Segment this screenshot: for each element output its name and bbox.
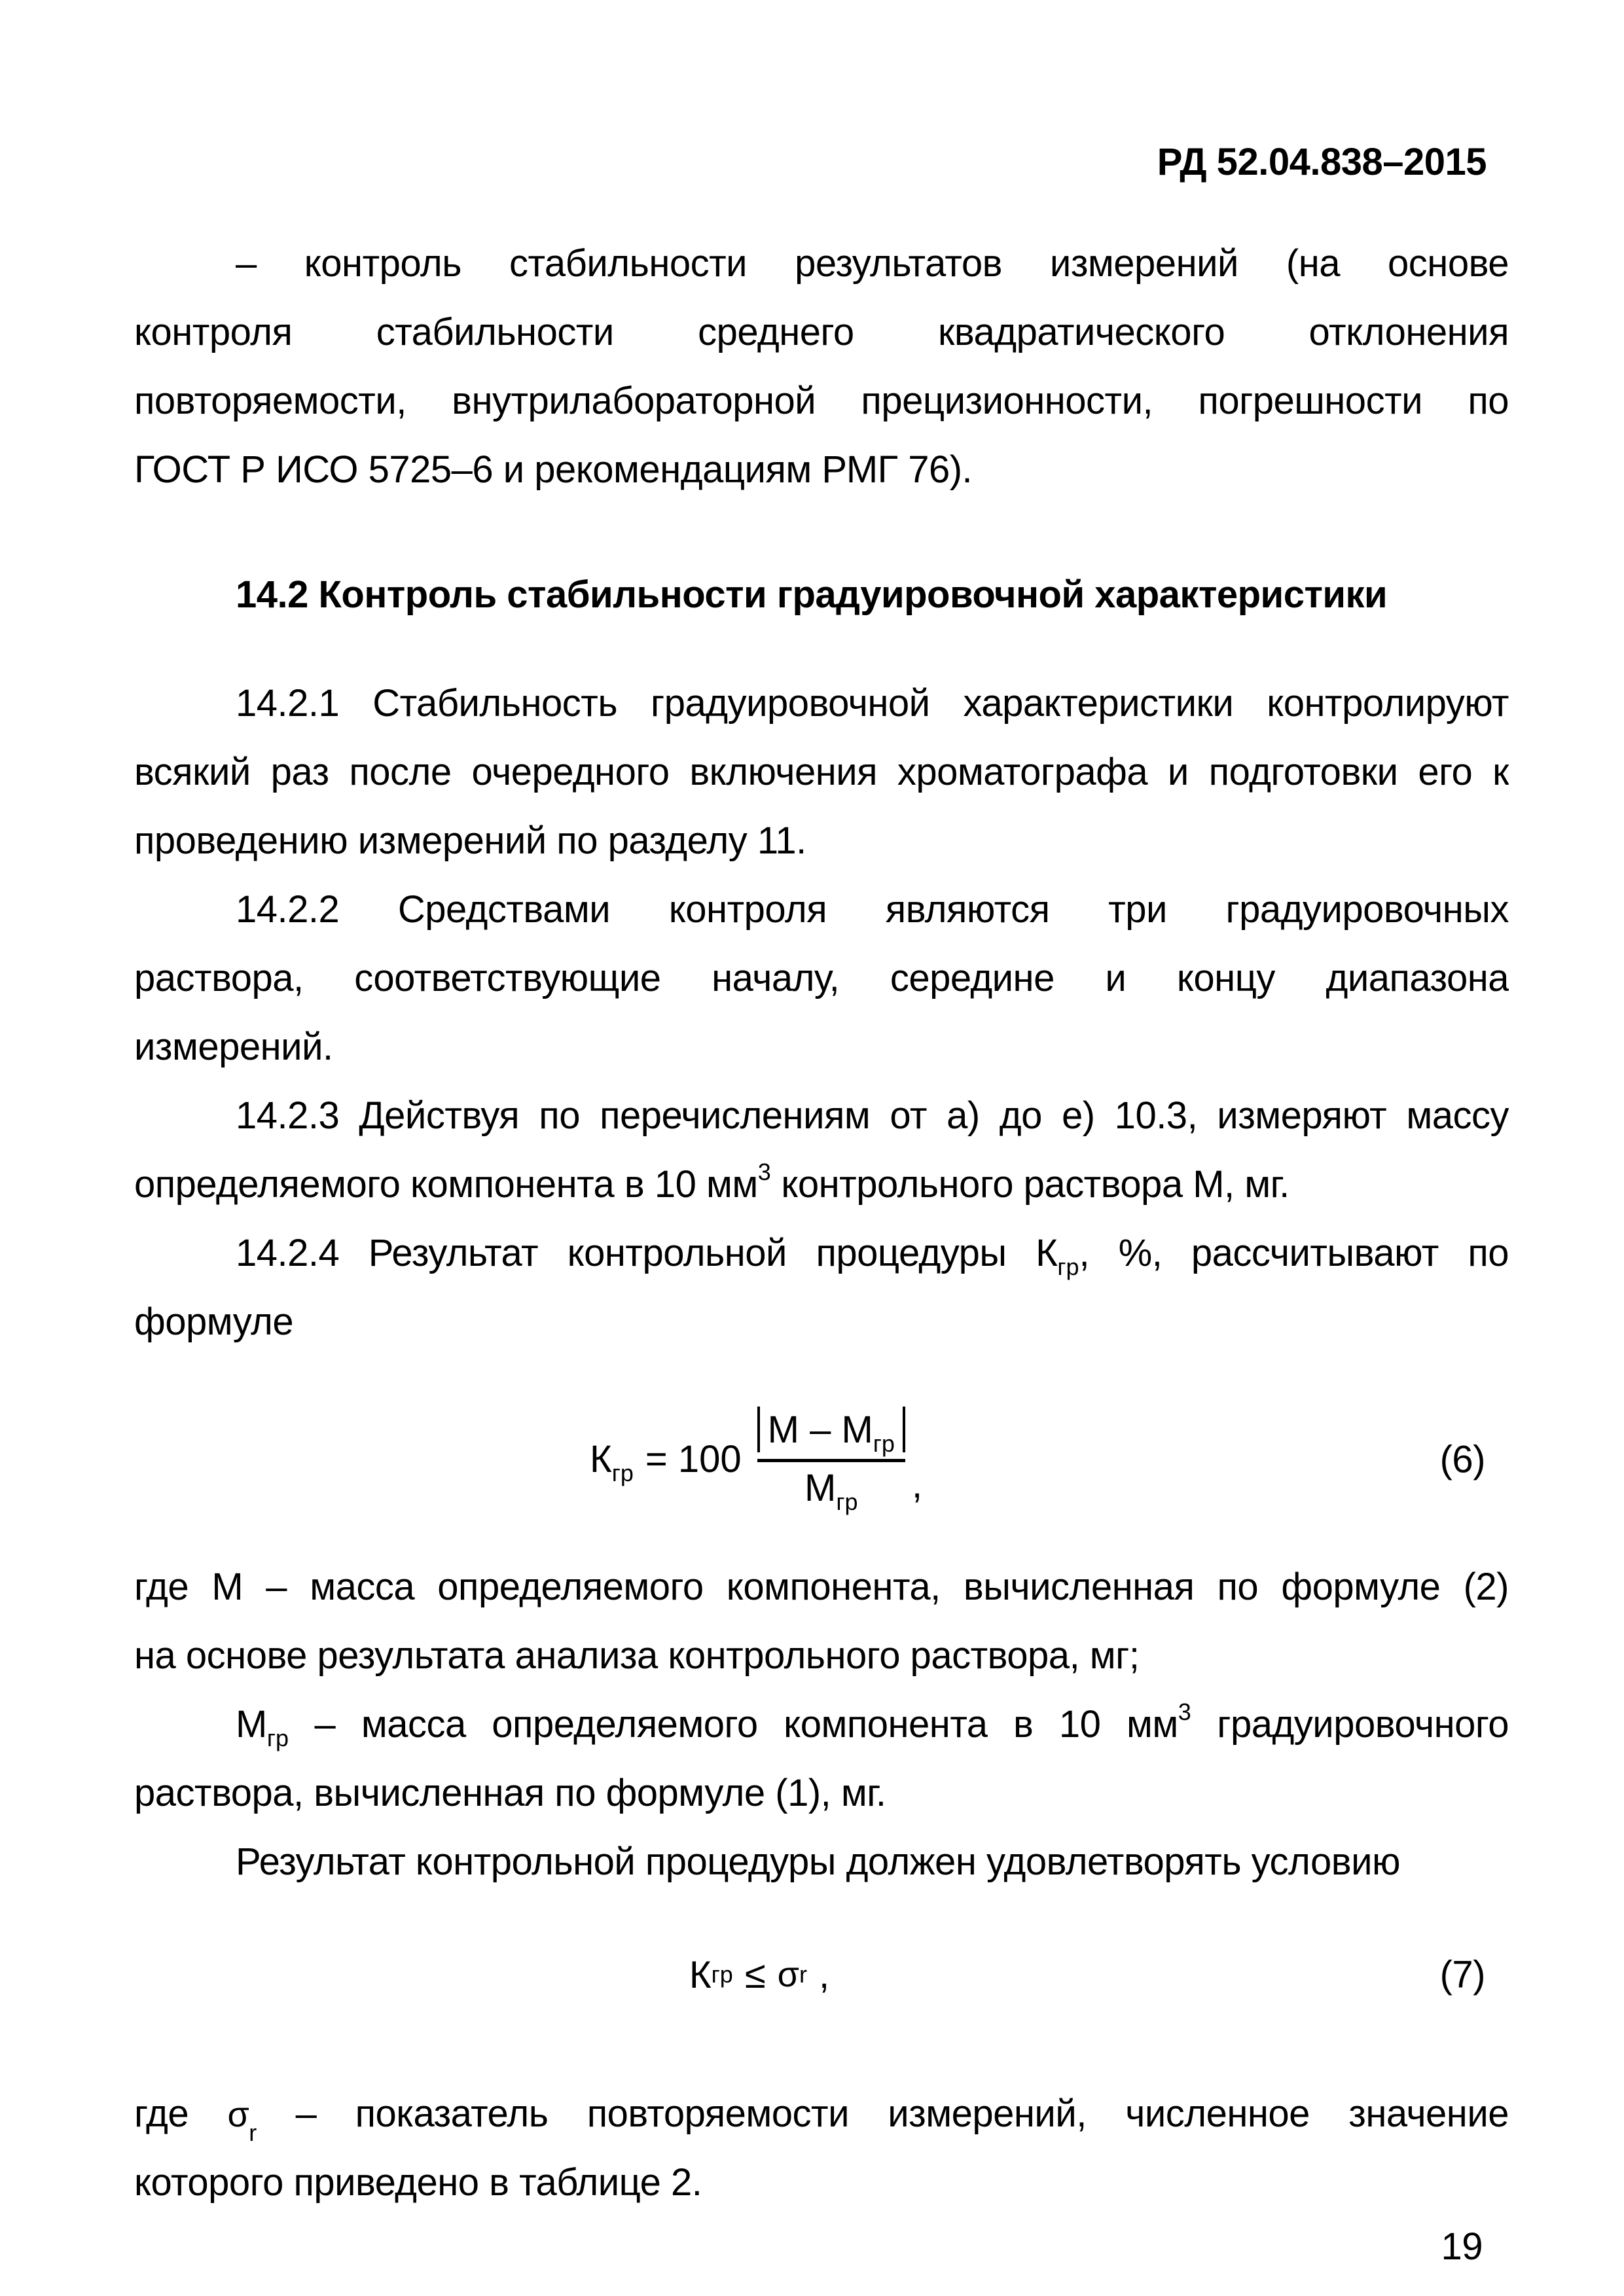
- page-number: 19: [1441, 2225, 1483, 2268]
- paragraph-mgr: [134, 1690, 1509, 1827]
- text-line: раствора, соответствующие началу, середине и концу диапазона: [134, 957, 1509, 999]
- text-line: на основе результата анализа контрольного раствора, мг;: [134, 1634, 1140, 1677]
- text-line: 14.2.1 Стабильность градуировочной характеристики контролируют: [236, 682, 1509, 725]
- subscript-gr: гр: [873, 1430, 895, 1458]
- text-line: где М – масса определяемого компонента, вычисленная по формуле (2): [134, 1566, 1509, 1608]
- subscript-gr: гр: [836, 1488, 858, 1515]
- text-line: всякий раз после очередного включения хроматографа и подготовки его к: [134, 751, 1509, 793]
- text-line: 14.2.4 Результат контрольной процедуры $К_{гр}$, %, рассчитывают по: [236, 1232, 1509, 1280]
- text-line: определяемого компонента в 10 $мм^3$ контрольного раствора М, мг.: [134, 1158, 1290, 1206]
- text-line: контроля стабильности среднего квадратического отклонения: [134, 311, 1509, 353]
- text-line: проведению измерений по разделу 11.: [134, 819, 806, 862]
- text-line: Результат контрольной процедуры должен удовлетворять условию: [236, 1840, 1400, 1883]
- superscript-3: 3: [757, 1158, 771, 1185]
- formula-6: [134, 1372, 1509, 1546]
- text-line: 14.2.3 Действуя по перечислениям от а) до е) 10.3, измеряют массу: [236, 1094, 1509, 1137]
- subscript-gr: гр: [1057, 1253, 1079, 1280]
- sigma-symbol: σ: [777, 1955, 799, 1994]
- fraction: [757, 1407, 905, 1515]
- fraction-numerator: М – $М_{гр}$: [757, 1407, 905, 1452]
- text-line: ГОСТ Р ИСО 5725–6 и рекомендациям РМГ 76).: [134, 448, 973, 491]
- equation-number: (6): [1439, 1438, 1485, 1480]
- paragraph-14-2-3: [134, 1081, 1509, 1219]
- less-equal-sign: ≤: [744, 1953, 766, 1996]
- paragraph-14-2-1: [134, 669, 1509, 875]
- formula-7: [134, 1932, 1509, 2017]
- section-heading: 14.2 Контроль стабильности градуировочной характеристики: [236, 573, 1388, 616]
- paragraph-result: [134, 1827, 1509, 1896]
- paragraph-where-m: [134, 1552, 1509, 1690]
- paragraph-where-sigma: [134, 2079, 1509, 2217]
- text-line: формуле: [134, 1300, 294, 1343]
- fraction-denominator: $М_{гр}$: [804, 1467, 858, 1515]
- doc-number: РД 52.04.838–2015: [1157, 141, 1487, 183]
- subscript-gr: гр: [611, 1460, 634, 1486]
- text-line: измерений.: [134, 1026, 333, 1068]
- text-line: – контроль стабильности результатов измерений (на основе: [236, 242, 1509, 285]
- subscript-r: r: [249, 2119, 257, 2146]
- text-line: где $\sigma_r$ – показатель повторяемости измерений, численное значение: [134, 2092, 1509, 2146]
- text-line: раствора, вычисленная по формуле (1), мг.: [134, 1772, 886, 1814]
- equation-7: К гр ≤ σ r ,: [689, 1953, 830, 1996]
- paragraph-intro: [134, 229, 1509, 504]
- text-line: $М_{гр}$ – масса определяемого компонента в 10 $мм^3$ градуировочного: [236, 1698, 1509, 1751]
- page-content: [134, 0, 1509, 2270]
- formula-lhs: $К_{гр} = 100$: [589, 1438, 742, 1486]
- superscript-3: 3: [1178, 1698, 1191, 1725]
- text-line: повторяемости, внутрилабораторной прецизионности, погрешности по: [134, 380, 1509, 422]
- equation-6: $К_{гр} = 100$ М – $М_{гр}$ $М_{гр}$ ,: [590, 1407, 922, 1512]
- paragraph-14-2-4: [134, 1219, 1509, 1356]
- subscript-gr: гр: [266, 1725, 289, 1751]
- equation-number: (7): [1439, 1953, 1485, 1996]
- text-line: которого приведено в таблице 2.: [134, 2161, 702, 2204]
- sigma-symbol: σ: [227, 2095, 249, 2134]
- text-line: 14.2.2 Средствами контроля являются три градуировочных: [236, 888, 1509, 931]
- paragraph-14-2-2: [134, 875, 1509, 1081]
- fraction-bar: [757, 1459, 905, 1462]
